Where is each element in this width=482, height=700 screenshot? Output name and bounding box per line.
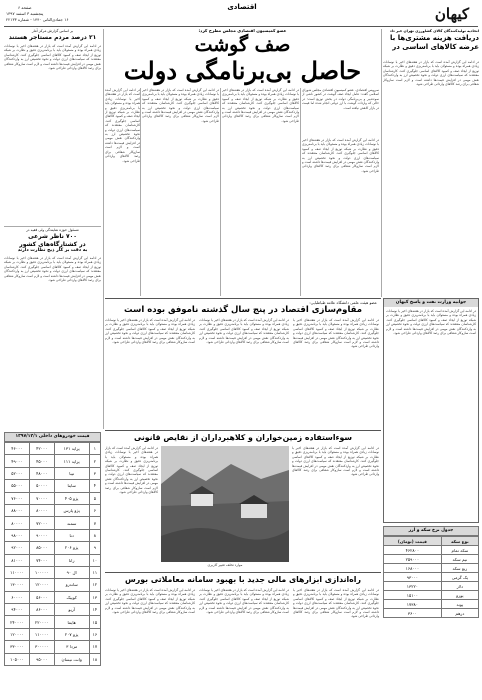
car-name-cell: پژو پارس bbox=[54, 504, 89, 516]
car-factory-price-cell: ۲۲۰۰۰۰ bbox=[29, 616, 54, 628]
car-factory-price-cell: ۵۶۰۰۰ bbox=[29, 591, 54, 603]
story4-col-1: در ادامه این گزارش آمده است که بازار در هفته‌های اخیر با نوسانات زیادی همراه بوده و مسئولان باید با برنامه‌ریزی دقیق و نظارت بر شبکه توزیع از ایجاد صف و کمبود کالاهای اساسی جلوگیری کنند. کارشناسان معتقدند که سیاست‌های ارزی دولت و نحوه تخصیص ارز به واردکنندگان نقش مهمی در افزایش قیمت‌ها داشته است و لازم است سازوکار شفافی برای رصد کالاهای وارداتی طراحی شود. bbox=[292, 446, 379, 477]
car-factory-price-cell: ۷۲۰۰۰ bbox=[29, 517, 54, 529]
car-name-cell: پراید ۱۱۱ bbox=[54, 455, 89, 467]
car-name-cell: سمند bbox=[54, 517, 89, 529]
car-name-cell: مزدا ۳ bbox=[54, 641, 89, 653]
car-row bbox=[5, 492, 101, 504]
reply-box bbox=[383, 298, 479, 523]
kayhan-logo-icon bbox=[425, 1, 479, 25]
lead-headline-1: دریافت هزینه مشتری‌ها با bbox=[390, 34, 479, 42]
car-market-price-cell: ۲۴۰۰۰۰ bbox=[5, 616, 30, 628]
currency-name-cell: سکه تمام bbox=[441, 546, 478, 555]
car-row bbox=[5, 604, 101, 616]
car-table-box bbox=[4, 432, 101, 666]
car-index-cell: ۱۱ bbox=[89, 566, 100, 578]
story4-col-2: در ادامه این گزارش آمده است که بازار در هفته‌های اخیر با نوسانات زیادی همراه بوده و مسئولان باید با برنامه‌ریزی دقیق و نظارت بر شبکه توزیع از ایجاد صف و کمبود کالاهای اساسی جلوگیری کنند. کارشناسان معتقدند که سیاست‌های ارزی دولت و نحوه تخصیص ارز به واردکنندگان نقش مهمی در افزایش قیمت‌ها داشته است و لازم است سازوکار شفافی برای رصد کالاهای وارداتی طراحی شود. bbox=[105, 446, 158, 495]
left1-kicker: بر اساس گزارش مرکز آمار bbox=[31, 29, 74, 33]
car-index-cell: ۱۵ bbox=[89, 616, 100, 628]
col-type: نوع سکه bbox=[441, 537, 478, 546]
currency-row bbox=[384, 573, 479, 582]
car-name-cell: تیبا bbox=[54, 467, 89, 479]
car-name-cell: پژو ۴۰۵ bbox=[54, 492, 89, 504]
car-row bbox=[5, 616, 101, 628]
currency-table-box bbox=[383, 526, 479, 618]
issue-date: پنجشنبه ۳ اسفند ۱۳۹۷ bbox=[6, 11, 44, 16]
currency-name-cell: یورو bbox=[441, 591, 478, 600]
reply-title: جوابیه وزارت نفت و پاسخ کیهان bbox=[384, 299, 478, 307]
lead-headline-2: عرضه کالاهای اساسی در bbox=[392, 43, 479, 51]
story5-col-1: در ادامه این گزارش آمده است که بازار در هفته‌های اخیر با نوسانات زیادی همراه بوده و مسئولان باید با برنامه‌ریزی دقیق و نظارت بر شبکه توزیع از ایجاد صف و کمبود کالاهای اساسی جلوگیری کنند. کارشناسان معتقدند که سیاست‌های ارزی دولت و نحوه تخصیص ارز به واردکنندگان نقش مهمی در افزایش قیمت‌ها داشته است و لازم است سازوکار شفافی برای رصد کالاهای وارداتی طراحی شود. bbox=[293, 588, 379, 619]
car-market-price-cell: ۵۵۰۰۰ bbox=[5, 480, 30, 492]
car-factory-price-cell: ۱۱۰۰۰۰ bbox=[29, 628, 54, 640]
car-name-cell: وانت نیسان bbox=[54, 653, 89, 665]
main-story bbox=[105, 28, 380, 85]
story3-col-2: در ادامه این گزارش آمده است که بازار در هفته‌های اخیر با نوسانات زیادی همراه بوده و مسئولان باید با برنامه‌ریزی دقیق و نظارت بر شبکه توزیع از ایجاد صف و کمبود کالاهای اساسی جلوگیری کنند. کارشناسان معتقدند که سیاست‌های ارزی دولت و نحوه تخصیص ارز به واردکنندگان نقش مهمی در افزایش قیمت‌ها داشته است و لازم است سازوکار شفافی برای رصد کالاهای وارداتی طراحی شود. bbox=[199, 318, 289, 345]
car-row bbox=[5, 455, 101, 467]
car-factory-price-cell: ۹۰۰۰۰ bbox=[29, 529, 54, 541]
car-row bbox=[5, 641, 101, 653]
landscape-photo-icon bbox=[161, 446, 289, 562]
car-name-cell: کوییک bbox=[54, 591, 89, 603]
car-index-cell: ۶ bbox=[89, 504, 100, 516]
car-market-price-cell: ۱۰۵۰۰۰ bbox=[5, 653, 30, 665]
car-market-price-cell: ۴۶۰۰۰ bbox=[5, 443, 30, 455]
car-name-cell: ساندرو bbox=[54, 579, 89, 591]
car-name-cell: پژو ۲۰۷ bbox=[54, 628, 89, 640]
car-factory-price-cell: ۸۰۰۰۰ bbox=[29, 504, 54, 516]
car-factory-price-cell: ۵۰۰۰۰ bbox=[29, 480, 54, 492]
main-headline-2: حاصل بی‌برنامگی دولت bbox=[123, 56, 362, 85]
car-row bbox=[5, 480, 101, 492]
main-col-2: در ادامه این گزارش آمده است که بازار در هفته‌های اخیر با نوسانات زیادی همراه بوده و مسئولان باید با برنامه‌ریزی دقیق و نظارت بر شبکه توزیع از ایجاد صف و کمبود کالاهای اساسی جلوگیری کنند. کارشناسان معتقدند که سیاست‌های ارزی دولت و نحوه تخصیص ارز به واردکنندگان نقش مهمی در افزایش قیمت‌ها داشته است و لازم است سازوکار شفافی برای رصد کالاهای وارداتی طراحی شود. bbox=[222, 88, 299, 123]
left2-headline-2: در کشتارگاه‌های کشور bbox=[19, 240, 86, 248]
car-row bbox=[5, 529, 101, 541]
left2-kicker: مسئول حوزه نمایندگی ولی فقیه در bbox=[26, 228, 79, 232]
car-name-cell: ساینا bbox=[54, 480, 89, 492]
page-header bbox=[0, 0, 482, 26]
car-index-cell: ۳ bbox=[89, 467, 100, 479]
car-factory-price-cell: ۷۰۰۰۰ bbox=[29, 492, 54, 504]
car-name-cell: پژو ۲۰۶ bbox=[54, 542, 89, 554]
currency-price-cell: ۳۶۰۰ bbox=[384, 609, 442, 618]
car-row bbox=[5, 591, 101, 603]
story3-headline: مقاوم‌سازی اقتصاد در پنج سال گذشته ناموفق بوده است bbox=[123, 305, 363, 315]
currency-name-cell: پوند bbox=[441, 600, 478, 609]
car-index-cell: ۴ bbox=[89, 480, 100, 492]
lead-kicker: اتحادیه تولیدکنندگان کالای کشاورزی تهران خبر داد bbox=[389, 29, 479, 33]
car-factory-price-cell: ۱۰۰۰۰۰ bbox=[29, 566, 54, 578]
car-price-table bbox=[4, 442, 101, 666]
left2-headline-3: به دقت بر کار ذبح نظارت دارند bbox=[17, 248, 88, 253]
car-market-price-cell: ۱۳۰۰۰۰ bbox=[5, 579, 30, 591]
car-index-cell: ۱ bbox=[89, 443, 100, 455]
currency-price-cell: ۱۶۸۰۰۰ bbox=[384, 564, 442, 573]
car-row bbox=[5, 467, 101, 479]
main-col-3: در ادامه این گزارش آمده است که بازار در هفته‌های اخیر با نوسانات زیادی همراه بوده و مسئولان باید با برنامه‌ریزی دقیق و نظارت بر شبکه توزیع از ایجاد صف و کمبود کالاهای اساسی جلوگیری کنند. کارشناسان معتقدند که سیاست‌های ارزی دولت و نحوه تخصیص ارز به واردکنندگان نقش مهمی در افزایش قیمت‌ها داشته است و لازم است سازوکار شفافی برای رصد کالاهای وارداتی طراحی شود. bbox=[142, 88, 219, 123]
currency-price-cell: ۱۳۲۲۰ bbox=[384, 582, 442, 591]
main-col-1: در ادامه این گزارش آمده است که بازار در هفته‌های اخیر با نوسانات زیادی همراه بوده و مسئولان باید با برنامه‌ریزی دقیق و نظارت بر شبکه توزیع از ایجاد صف و کمبود کالاهای اساسی جلوگیری کنند. کارشناسان معتقدند که سیاست‌های ارزی دولت و نحوه تخصیص ارز به واردکنندگان نقش مهمی در افزایش قیمت‌ها داشته است و لازم است سازوکار شفافی برای رصد کالاهای وارداتی طراحی شود. bbox=[302, 138, 379, 173]
currency-price-cell: ۲۵۹۰۰۰ bbox=[384, 555, 442, 564]
currency-row bbox=[384, 546, 479, 555]
car-index-cell: ۱۷ bbox=[89, 641, 100, 653]
currency-price-cell: ۹۳۰۰۰ bbox=[384, 573, 442, 582]
car-market-price-cell: ۹۴۰۰۰ bbox=[5, 604, 30, 616]
car-index-cell: ۲ bbox=[89, 455, 100, 467]
currency-row bbox=[384, 555, 479, 564]
logo bbox=[425, 1, 479, 25]
car-market-price-cell: ۷۶۰۰۰ bbox=[5, 492, 30, 504]
car-market-price-cell: ۸۰۰۰۰ bbox=[5, 517, 30, 529]
car-row bbox=[5, 443, 101, 455]
car-name-cell: دنا bbox=[54, 529, 89, 541]
currency-row bbox=[384, 600, 479, 609]
reply-body: در ادامه این گزارش آمده است که بازار در هفته‌های اخیر با نوسانات زیادی همراه بوده و مسئولان باید با برنامه‌ریزی دقیق و نظارت بر شبکه توزیع از ایجاد صف و کمبود کالاهای اساسی جلوگیری کنند. کارشناسان معتقدند که سیاست‌های ارزی دولت و نحوه تخصیص ارز به واردکنندگان نقش مهمی در افزایش قیمت‌ها داشته است و لازم است سازوکار شفافی برای رصد کالاهای وارداتی طراحی شود. bbox=[386, 309, 476, 336]
car-name-cell: هایما bbox=[54, 616, 89, 628]
car-factory-price-cell: ۴۸۰۰۰ bbox=[29, 467, 54, 479]
left-story-2 bbox=[4, 228, 101, 254]
car-index-cell: ۸ bbox=[89, 529, 100, 541]
main-headline-1: صف گوشت bbox=[194, 34, 291, 56]
photo-caption: موارد تخلف تغییر کاربری bbox=[207, 563, 243, 567]
car-market-price-cell: ۸۸۰۰۰ bbox=[5, 504, 30, 516]
page-number: صفحه ۶ bbox=[18, 5, 32, 10]
currency-table bbox=[383, 536, 479, 618]
story4-headline: سوءاستفاده زمین‌خواران و کلاهبرداران از نقایص قانونی bbox=[133, 433, 353, 442]
car-name-cell: آریو bbox=[54, 604, 89, 616]
car-index-cell: ۱۴ bbox=[89, 604, 100, 616]
car-factory-price-cell: ۸۶۰۰۰ bbox=[29, 604, 54, 616]
currency-name-cell: درهم bbox=[441, 609, 478, 618]
car-index-cell: ۱۳ bbox=[89, 591, 100, 603]
story-3 bbox=[105, 300, 381, 316]
car-index-cell: ۱۸ bbox=[89, 653, 100, 665]
car-row bbox=[5, 504, 101, 516]
car-factory-price-cell: ۴۲۰۰۰ bbox=[29, 443, 54, 455]
car-index-cell: ۷ bbox=[89, 517, 100, 529]
logo-text: کیهان bbox=[434, 5, 470, 23]
story-photo bbox=[161, 446, 289, 562]
car-index-cell: ۱۰ bbox=[89, 554, 100, 566]
car-row bbox=[5, 653, 101, 665]
currency-row bbox=[384, 564, 479, 573]
car-market-price-cell: ۱۱۰۰۰۰ bbox=[5, 566, 30, 578]
car-market-price-cell: ۳۳۰۰۰۰ bbox=[5, 641, 30, 653]
left1-body: در ادامه این گزارش آمده است که بازار در هفته‌های اخیر با نوسانات زیادی همراه بوده و مسئولان باید با برنامه‌ریزی دقیق و نظارت بر شبکه توزیع از ایجاد صف و کمبود کالاهای اساسی جلوگیری کنند. کارشناسان معتقدند که سیاست‌های ارزی دولت و نحوه تخصیص ارز به واردکنندگان نقش مهمی در افزایش قیمت‌ها داشته است و لازم است سازوکار شفافی برای رصد کالاهای وارداتی طراحی شود. bbox=[4, 44, 101, 71]
left1-headline: ۲۱ درصد مردم مستاجر هستند bbox=[8, 34, 97, 41]
car-factory-price-cell: ۴۵۰۰۰ bbox=[29, 455, 54, 467]
car-row bbox=[5, 628, 101, 640]
car-row bbox=[5, 554, 101, 566]
lead-body: در ادامه این گزارش آمده است که بازار در هفته‌های اخیر با نوسانات زیادی همراه بوده و مسئولان باید با برنامه‌ریزی دقیق و نظارت بر شبکه توزیع از ایجاد صف و کمبود کالاهای اساسی جلوگیری کنند. کارشناسان معتقدند که سیاست‌های ارزی دولت و نحوه تخصیص ارز به واردکنندگان نقش مهمی در افزایش قیمت‌ها داشته است و لازم است سازوکار شفافی برای رصد کالاهای وارداتی طراحی شود. bbox=[383, 60, 479, 87]
story3-col-3: در ادامه این گزارش آمده است که بازار در هفته‌های اخیر با نوسانات زیادی همراه بوده و مسئولان باید با برنامه‌ریزی دقیق و نظارت بر شبکه توزیع از ایجاد صف و کمبود کالاهای اساسی جلوگیری کنند. کارشناسان معتقدند که سیاست‌های ارزی دولت و نحوه تخصیص ارز به واردکنندگان نقش مهمی در افزایش قیمت‌ها داشته است و لازم است سازوکار شفافی برای رصد کالاهای وارداتی طراحی شود. bbox=[105, 318, 195, 345]
car-row bbox=[5, 579, 101, 591]
currency-name-cell: یک گرمی bbox=[441, 573, 478, 582]
currency-row bbox=[384, 582, 479, 591]
story5-col-3: در ادامه این گزارش آمده است که بازار در هفته‌های اخیر با نوسانات زیادی همراه بوده و مسئولان باید با برنامه‌ریزی دقیق و نظارت بر شبکه توزیع از ایجاد صف و کمبود کالاهای اساسی جلوگیری کنند. کارشناسان معتقدند که سیاست‌های ارزی دولت و نحوه تخصیص ارز به واردکنندگان نقش مهمی در افزایش قیمت‌ها داشته است و لازم است سازوکار شفافی برای رصد کالاهای وارداتی طراحی شود. bbox=[105, 588, 195, 615]
story5-col-2: در ادامه این گزارش آمده است که بازار در هفته‌های اخیر با نوسانات زیادی همراه بوده و مسئولان باید با برنامه‌ریزی دقیق و نظارت بر شبکه توزیع از ایجاد صف و کمبود کالاهای اساسی جلوگیری کنند. کارشناسان معتقدند که سیاست‌های ارزی دولت و نحوه تخصیص ارز به واردکنندگان نقش مهمی در افزایش قیمت‌ها داشته است و لازم است سازوکار شفافی برای رصد کالاهای وارداتی طراحی شود. bbox=[199, 588, 289, 615]
car-market-price-cell: ۱۲۰۰۰۰ bbox=[5, 628, 30, 640]
car-market-price-cell: ۴۹۰۰۰ bbox=[5, 455, 30, 467]
car-factory-price-cell: ۳۰۰۰۰۰ bbox=[29, 641, 54, 653]
left2-headline-1: ۷۰۰ ناظر شرعی bbox=[28, 233, 77, 240]
car-factory-price-cell: ۱۲۰۰۰۰ bbox=[29, 579, 54, 591]
car-market-price-cell: ۸۱۰۰۰ bbox=[5, 554, 30, 566]
car-factory-price-cell: ۸۵۰۰۰ bbox=[29, 542, 54, 554]
currency-row bbox=[384, 609, 479, 618]
car-row bbox=[5, 566, 101, 578]
main-col-4: در ادامه این گزارش آمده است که بازار در هفته‌های اخیر با نوسانات زیادی همراه بوده و مسئولان باید با برنامه‌ریزی دقیق و نظارت بر شبکه توزیع از ایجاد صف و کمبود کالاهای اساسی جلوگیری کنند. کارشناسان معتقدند که سیاست‌های ارزی دولت و نحوه تخصیص ارز به واردکنندگان نقش مهمی در افزایش قیمت‌ها داشته است و لازم است سازوکار شفافی برای رصد کالاهای وارداتی طراحی شود. bbox=[105, 88, 140, 163]
car-factory-price-cell: ۷۴۰۰۰ bbox=[29, 554, 54, 566]
car-index-cell: ۵ bbox=[89, 492, 100, 504]
car-name-cell: پراید ۱۳۱ bbox=[54, 443, 89, 455]
car-market-price-cell: ۹۲۰۰۰ bbox=[5, 542, 30, 554]
car-index-cell: ۹ bbox=[89, 542, 100, 554]
car-index-cell: ۱۲ bbox=[89, 579, 100, 591]
currency-price-cell: ۱۵۱۰۰ bbox=[384, 591, 442, 600]
col-price: قیمت (تومان) bbox=[384, 537, 442, 546]
left2-body: در ادامه این گزارش آمده است که بازار در هفته‌های اخیر با نوسانات زیادی همراه بوده و مسئولان باید با برنامه‌ریزی دقیق و نظارت بر شبکه توزیع از ایجاد صف و کمبود کالاهای اساسی جلوگیری کنند. کارشناسان معتقدند که سیاست‌های ارزی دولت و نحوه تخصیص ارز به واردکنندگان نقش مهمی در افزایش قیمت‌ها داشته است و لازم است سازوکار شفافی برای رصد کالاهای وارداتی طراحی شود. bbox=[4, 256, 101, 283]
currency-row bbox=[384, 591, 479, 600]
currency-price-cell: ۱۷۳۸۰ bbox=[384, 600, 442, 609]
section-title: اقتصادی bbox=[227, 3, 257, 11]
currency-table-title: جدول نرخ سکه و ارز bbox=[383, 526, 479, 536]
left-story-1 bbox=[4, 29, 101, 42]
story3-col-1: در ادامه این گزارش آمده است که بازار در هفته‌های اخیر با نوسانات زیادی همراه بوده و مسئولان باید با برنامه‌ریزی دقیق و نظارت بر شبکه توزیع از ایجاد صف و کمبود کالاهای اساسی جلوگیری کنند. کارشناسان معتقدند که سیاست‌های ارزی دولت و نحوه تخصیص ارز به واردکنندگان نقش مهمی در افزایش قیمت‌ها داشته است و لازم است سازوکار شفافی برای رصد کالاهای وارداتی طراحی شود. bbox=[293, 318, 379, 349]
issue-number: ۱۶ جمادی‌الثانی ۱۴۴۰ - شماره ۲۲۱۳۳ bbox=[6, 17, 69, 22]
car-market-price-cell: ۵۲۰۰۰ bbox=[5, 467, 30, 479]
car-row bbox=[5, 517, 101, 529]
car-name-cell: رانا bbox=[54, 554, 89, 566]
currency-price-cell: ۴۶۲۸۰۰ bbox=[384, 546, 442, 555]
car-name-cell: ال ۹۰ bbox=[54, 566, 89, 578]
currency-name-cell: دلار bbox=[441, 582, 478, 591]
car-row bbox=[5, 542, 101, 554]
car-market-price-cell: ۹۸۰۰۰ bbox=[5, 529, 30, 541]
main-kicker: عضو کمیسیون اقتصادی مجلس مطرح کرد: bbox=[198, 28, 287, 33]
story3-kicker: عضو هیئت علمی دانشگاه علامه طباطبایی: bbox=[309, 300, 377, 305]
currency-name-cell: نیم سکه bbox=[441, 555, 478, 564]
car-index-cell: ۱۶ bbox=[89, 628, 100, 640]
car-market-price-cell: ۶۰۰۰۰ bbox=[5, 591, 30, 603]
car-factory-price-cell: ۹۵۰۰۰ bbox=[29, 653, 54, 665]
car-table-title: قیمت خودروهای داخلی ۱۳۹۷/۱۲/۱ bbox=[4, 432, 101, 442]
story5-headline: راه‌اندازی ابزارهای مالی جدید با بهبود سامانه معاملاتی بورس bbox=[125, 575, 361, 584]
lead-story bbox=[383, 29, 479, 52]
currency-name-cell: ربع سکه bbox=[441, 564, 478, 573]
main-intro: سرویس اقتصادی- عضو کمیسیون اقتصادی مجلس شورای اسلامی گفت: عامل ایجاد صف گوشت در کشور ناشی از سوءتدبیر و بی‌برنامگی دولت در بخش توزیع است؛ در حالی که واردات گوشت با ارز دولتی انجام شده اما قیمت در بازار کاهش نیافته است. bbox=[302, 88, 379, 110]
